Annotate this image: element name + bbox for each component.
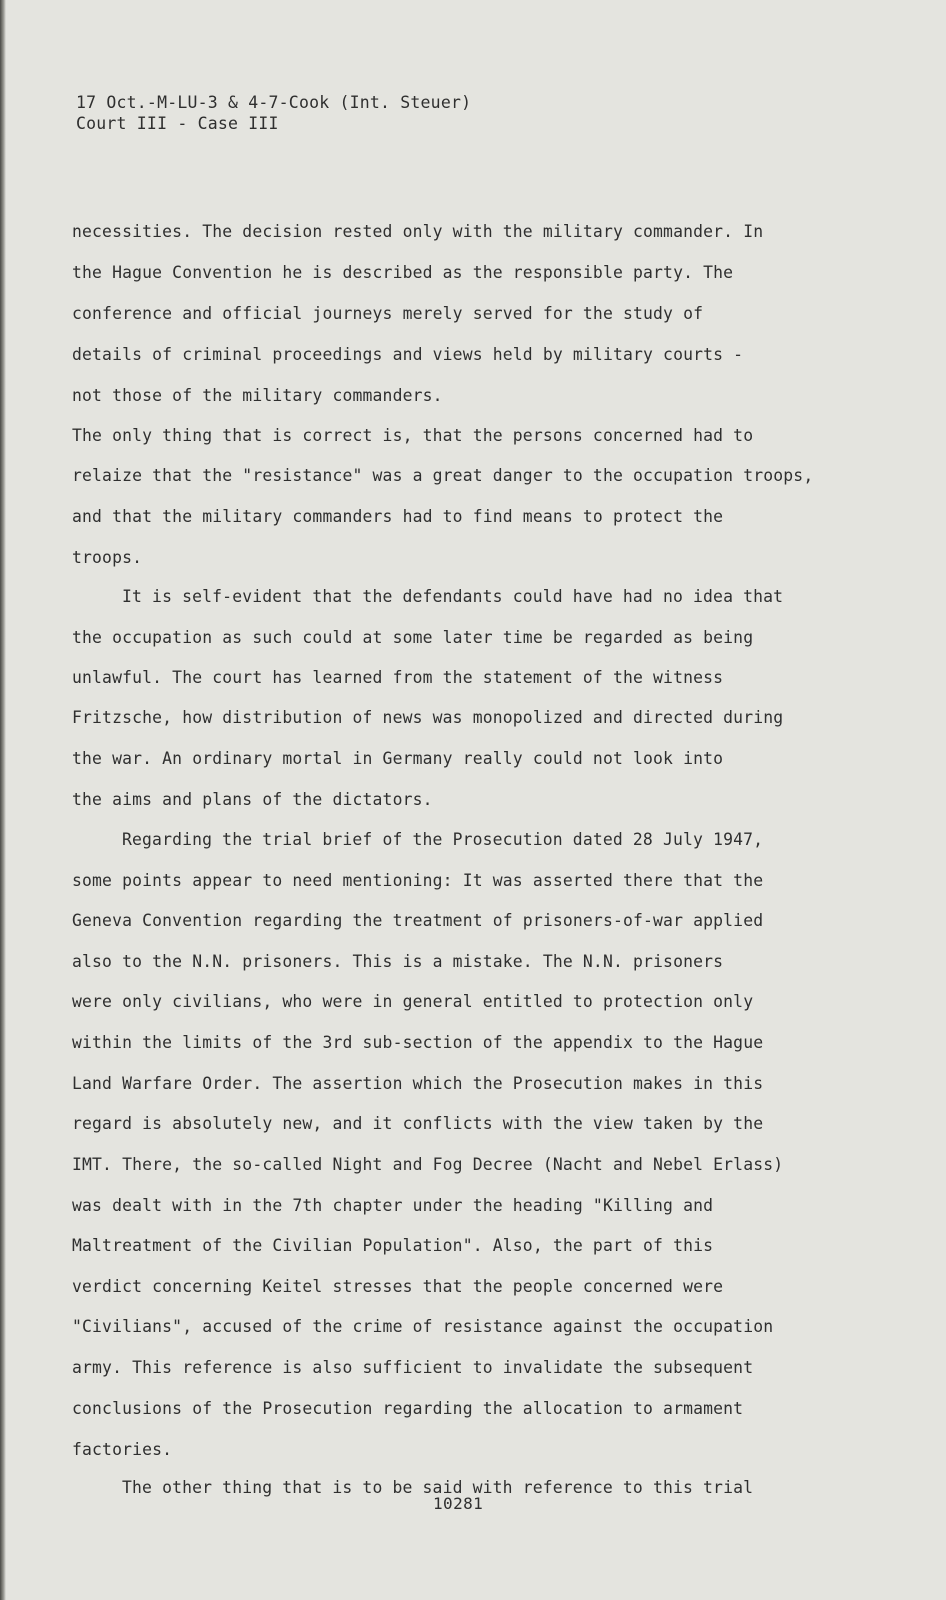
text-line: the Hague Convention he is described as the responsible party. The [72, 263, 734, 282]
text-line: Land Warfare Order. The assertion which the Prosecution makes in this [72, 1074, 764, 1093]
text-line: the aims and plans of the dictators. [72, 790, 433, 809]
text-line: Geneva Convention regarding the treatment of prisoners-of-war applied [72, 911, 764, 930]
text-line: IMT. There, the so-called Night and Fog Decree (Nacht and Nebel Erlass) [72, 1155, 784, 1174]
text-line: unlawful. The court has learned from the statement of the witness [72, 668, 724, 687]
text-line: "Civilians", accused of the crime of resistance against the occupation [72, 1317, 774, 1336]
document-header [76, 92, 471, 134]
text-line: The other thing that is to be said with reference to this trial [122, 1478, 754, 1497]
text-line: some points appear to need mentioning: It was asserted there that the [72, 871, 764, 890]
text-line: Regarding the trial brief of the Prosecution dated 28 July 1947, [122, 830, 764, 849]
text-line: It is self-evident that the defendants could have had no idea that [122, 587, 784, 606]
text-line: details of criminal proceedings and views held by military courts - [72, 345, 744, 364]
text-line: The only thing that is correct is, that the persons concerned had to [72, 426, 754, 445]
text-line: was dealt with in the 7th chapter under the heading "Killing and [72, 1196, 714, 1215]
page-number: 10281 [433, 1494, 484, 1513]
text-line: regard is absolutely new, and it conflicts with the view taken by the [72, 1114, 764, 1133]
text-line: not those of the military commanders. [72, 386, 443, 405]
header-line-1: 17 Oct.-M-LU-3 & 4-7-Cook (Int. Steuer) [76, 93, 472, 112]
text-line: were only civilians, who were in general entitled to protection only [72, 992, 754, 1011]
text-line: Fritzsche, how distribution of news was monopolized and directed during [72, 708, 784, 727]
text-line: and that the military commanders had to find means to protect the [72, 507, 724, 526]
text-line: factories. [72, 1440, 173, 1459]
page-edge-shadow [0, 0, 6, 1600]
text-line: Maltreatment of the Civilian Population". Also, the part of this [72, 1236, 714, 1255]
text-line: also to the N.N. prisoners. This is a mistake. The N.N. prisoners [72, 952, 724, 971]
text-line: conclusions of the Prosecution regarding the allocation to armament [72, 1399, 744, 1418]
text-line: conference and official journeys merely served for the study of [72, 304, 704, 323]
text-line: the occupation as such could at some later time be regarded as being [72, 628, 754, 647]
text-line: army. This reference is also sufficient to invalidate the subsequent [72, 1358, 754, 1377]
text-line: necessities. The decision rested only with the military commander. In [72, 222, 764, 241]
text-line: troops. [72, 548, 143, 567]
text-line: verdict concerning Keitel stresses that the people concerned were [72, 1277, 724, 1296]
text-line: within the limits of the 3rd sub-section of the appendix to the Hague [72, 1033, 764, 1052]
header-line-2: Court III - Case III [76, 114, 279, 133]
text-line: the war. An ordinary mortal in Germany really could not look into [72, 749, 724, 768]
text-line: relaize that the "resistance" was a great danger to the occupation troops, [72, 466, 814, 485]
